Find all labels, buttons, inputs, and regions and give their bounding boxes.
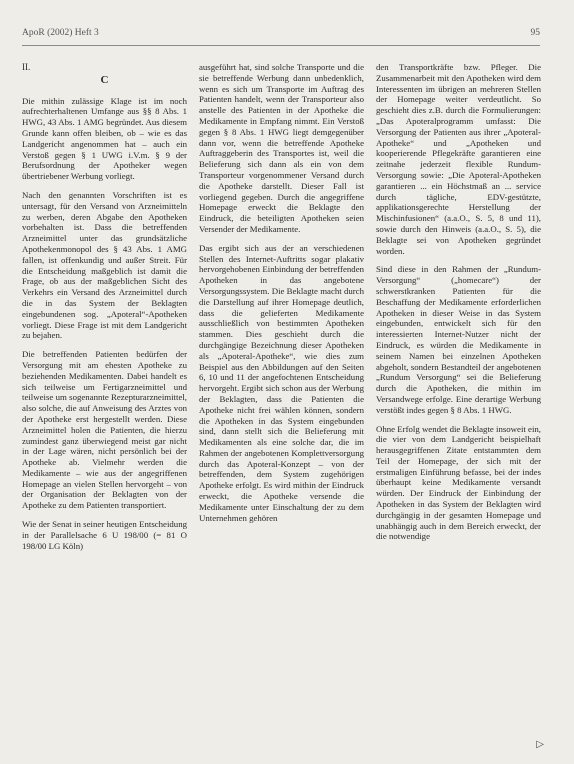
paragraph: Das ergibt sich aus der an verschiedenen Stellen des Internet-Auftritts sogar plakativ hervorgehobenen Einbindung der betreffenden Apotheken in das angebotene Versorgungssystem. Die Beklagte macht durch die Darstellung auf ihrer Homepage deutlich, dass die gelieferten Medikamente ausschließlich von bestimmten Apotheken stammen. Dies geschieht durch die durchgängige Bezeichnung dieser Apotheken als „Apoteral-Apotheke“, wie dies zum Beispiel aus den Abbildungen auf den Seiten 6, 10 und 11 der angefochtenen Entscheidung hervorgeht. Ergibt sich schon aus der Werbung der Beklagten, dass die Patienten die Apotheke nicht frei wählen können, sondern die Apotheken in das System eingebunden sind, dann stellt sich die Belieferung mit Medikamenten als eine solche dar, die im Rahmen der angebotenen Komplettversorgung durch das Apoteral-Konzept – von der betreffenden, dem System zugehörigen Apotheke erfolgt. Es wird mithin der Eindruck erweckt, die Apotheke versende die Medikamente unter Einschaltung der zu dem Unternehmen gehören bbox=[199, 242, 364, 523]
paragraph: Ohne Erfolg wendet die Beklagte insoweit ein, die vier von dem Landgericht beispielhaft herausgegriffenen Zitate entstammten dem Teil der Homepage, der sich mit der erstmaligen Einführung befasse, bei der indes überhaupt keine Medikamente versandt würden. Der Eindruck der Einbindung der Apotheken in das System der Beklagten wird durchgängig in der gesamten Homepage und unabhängig auch in dem Bereich erweckt, der die notwendige bbox=[376, 423, 541, 542]
section-heading: C bbox=[100, 73, 109, 86]
column-2 bbox=[199, 62, 364, 754]
continue-arrow-icon: ▷ bbox=[536, 739, 544, 750]
paragraph: ausgeführt hat, sind solche Transporte und die sie betreffende Werbung dann unbedenklich, wenn es sich um Transporte im Auftrag des Patienten handelt, wenn der Transporteur also anstelle des Patienten in der Apotheke die Medikamente in Empfang nimmt. Ein Verstoß gegen § 8 Abs. 1 HWG liegt demgegenüber dann vor, wenn die betreffende Apotheke Auftraggeberin des Transportes ist, weil die Belieferung sich dann als ein von dem Transporteur vorgenommener Versand durch die Apotheke darstellt. Dieser Fall ist vorliegend gegeben. Durch die angegriffene Homepage erweckt die Beklagte den Eindruck, die beteiligten Apotheken seien Versender der Medikamente. bbox=[199, 62, 364, 234]
journal-title: ApoR (2002) Heft 3 bbox=[22, 28, 99, 38]
paragraph: den Transportkräfte bzw. Pfleger. Die Zusammenarbeit mit den Apotheken wird dem Interessenten im übrigen an mehreren Stellen der Homepage weiter verdeutlicht. So geschieht dies z.B. durch die Formulierungen: „Das Apoteralprogramm umfasst: Die Versorgung der Patienten aus ihrer „Apoteral-Apotheke“ und „Apotheken und kooperierende Pflegekräfte garantieren eine zeitnahe jederzeit flexible Rundum-Versorgung sowie: „Die Apoteral-Apotheken garantieren ... ein Höchstmaß an ... service durch tägliche, EDV-gestützte, applikationsgerechte Herstellung der Mischinfusionen“ (a.a.O., S. 5, 8 und 11), sowie durch den Hinweis (a.a.O., S. 5), die Beklagte sei von Apotheken gegründet worden. bbox=[376, 62, 541, 256]
paragraph: Nach den genannten Vorschriften ist es untersagt, für den Versand von Arzneimitteln zu werben, deren Abgabe den Apotheken vorbehalten ist. Dass die betreffenden Arzneimittel unter das grundsätzliche Apothekenmonopol des § 43 Abs. 1 AMG fallen, ist offenkundig und außer Streit. Für die Entscheidung maßgeblich ist damit die Frage, ob aus der maßgeblichen Sicht des Verkehrs ein Versand des Arzneimittel durch die in das System der Beklagten eingebundenen sog. „Apoteral“-Apotheken vorliegt. Diese Frage ist mit dem Landgericht zu bejahen. bbox=[22, 189, 187, 341]
paragraph: Die betreffenden Patienten bedürfen der Versorgung mit am ehesten Apotheke zu beziehenden Medikamenten. Dabei handelt es sich teilweise um Fertigarzneimittel und teilweise um sogenannte Rezepturarzneimittel, also solche, die auf Anweisung des Arztes von der Apotheke erst hergestellt werden. Diese Arzneimittel holen die Patienten, die hierzu zumindest ganz überwiegend meist gar nicht in der Lage wären, nicht persönlich bei der Apotheke ab. Vielmehr werden die Medikamente – wie aus der angegriffenen Homepage an vielen Stellen hervorgeht – von der Organisation der Beklagten von der Apotheke zu dem Patienten transportiert. bbox=[22, 349, 187, 511]
running-header bbox=[22, 26, 540, 40]
paragraph: Sind diese in den Rahmen der „Rundum-Versorgung“ („homecare“) der schwerstkranken Patienten für die Beschaffung der Medikamente erforderlichen Apotheken in dieser Weise in das System eingebunden, entwickelt sich für den interessierten Internet-Nutzer nicht der Eindruck, es würden die Medikamente in seinem Namen bei einzelnen Apotheken abgeholt, sondern Bestandteil der angebotenen „Rundum Versorgung“ sei die Belieferung durch die Apotheken, die mithin im Versandwege erfolge. Eine derartige Werbung verstößt indes gegen § 8 Abs. 1 HWG. bbox=[376, 264, 541, 415]
section-number: II. bbox=[22, 62, 31, 72]
paragraph: Die mithin zulässige Klage ist im noch aufrechterhaltenen Umfange aus §§ 8 Abs. 1 HWG, 43 Abs. 1 AMG begründet. Aus diesem Grunde kann offen bleiben, ob – wie es das Landgericht angenommen hat – auch ein Verstoß gegen § 1 UWG i.V.m. § 9 der Berufsordnung der Apotheker wegen übertriebener Werbung vorliegt. bbox=[22, 95, 187, 182]
paragraph: Wie der Senat in seiner heutigen Entscheidung in der Parallelsache 6 U 198/00 (= 81 O 198/00 LG Köln) bbox=[22, 519, 187, 551]
page-number: 95 bbox=[530, 28, 540, 38]
column-3 bbox=[376, 62, 541, 754]
header-rule bbox=[22, 45, 540, 46]
column-1 bbox=[22, 62, 187, 754]
text-columns bbox=[22, 62, 542, 754]
